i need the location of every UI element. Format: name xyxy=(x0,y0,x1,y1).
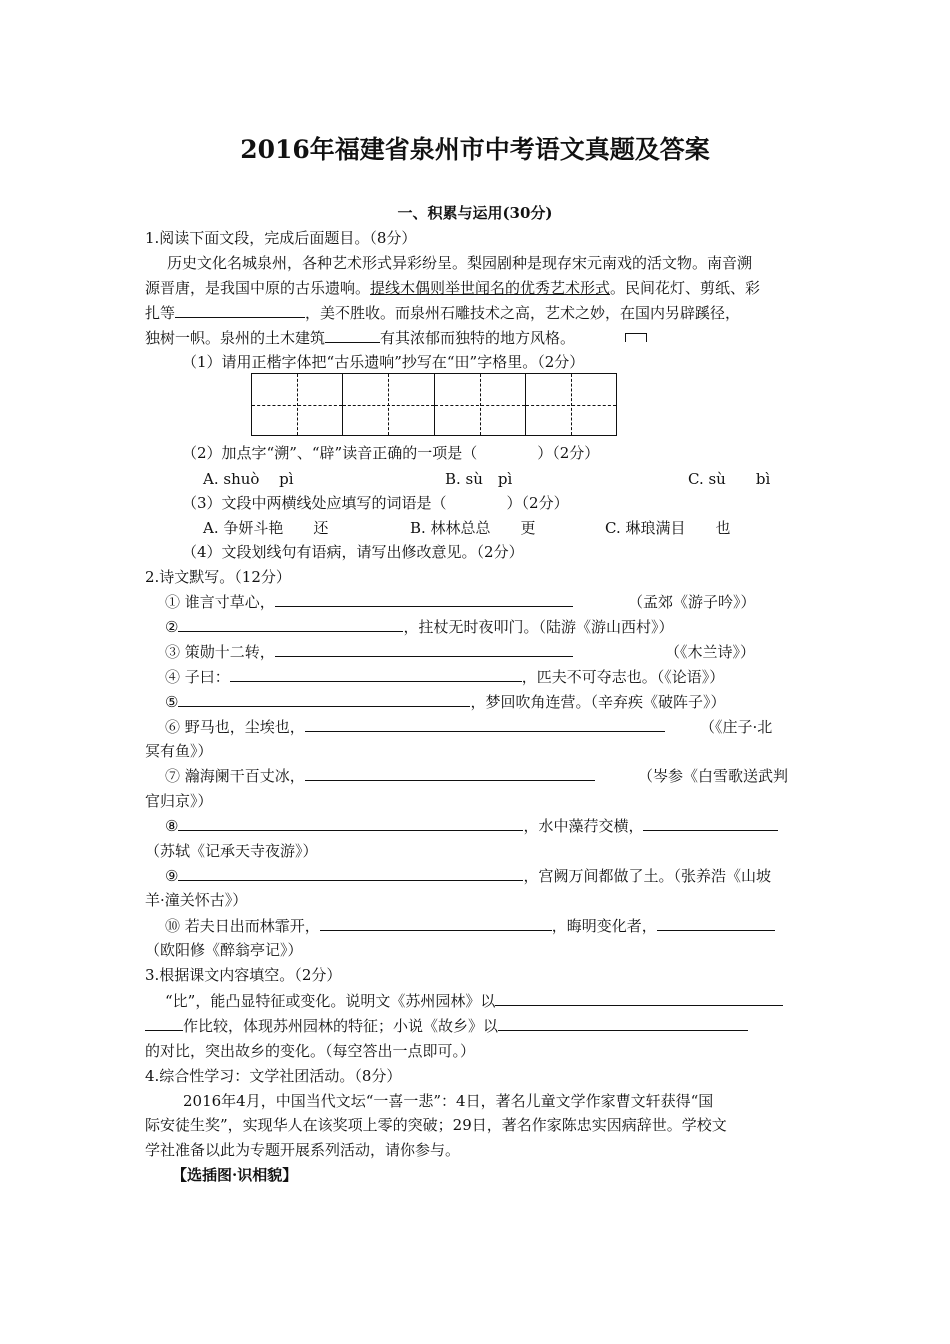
q3-line: “比”，能凸显特征或变化。说明文《苏州园林》以 xyxy=(165,991,783,1011)
tian-zi-grid[interactable] xyxy=(251,373,617,436)
recitation-line-7: ⑦ 瀚海阑干百丈冰， xyxy=(165,766,595,786)
answer-blank[interactable] xyxy=(643,816,778,831)
answer-blank[interactable] xyxy=(275,592,573,607)
answer-blank[interactable] xyxy=(230,667,522,682)
q3-heading: 3.根据课文内容填空。（2分） xyxy=(145,966,342,984)
q4-paragraph-line: 2016年4月，中国当代文坛“一喜一悲”：4日，著名儿童文学作家曹文轩获得“国 xyxy=(183,1092,714,1110)
q4-subsection: 【选插图·识相貌】 xyxy=(172,1166,298,1184)
recitation-line-5: ⑤ ，梦回吹角连营。（辛弃疾《破阵子》） xyxy=(165,693,726,711)
recitation-source-cont: （苏轼《记承天寺夜游》） xyxy=(145,842,318,860)
answer-blank[interactable] xyxy=(178,866,523,881)
q3-line: 作比较，体现苏州园林的特征；小说《故乡》以 xyxy=(145,1016,748,1036)
recitation-line-10: ⑩ 若夫日出而林霏开， ，晦明变化者， xyxy=(165,916,775,936)
answer-blank[interactable] xyxy=(325,328,380,343)
recitation-source-cont: （欧阳修《醉翁亭记》） xyxy=(145,941,303,959)
recitation-line-2: ② ，拄杖无时夜叩门。（陆游《游山西村》） xyxy=(165,618,674,636)
answer-blank[interactable] xyxy=(145,1016,183,1031)
option-a: A. shuò pì xyxy=(203,470,294,488)
answer-blank[interactable] xyxy=(320,916,552,931)
q1-paragraph-line: 历史文化名城泉州，各种艺术形式异彩纷呈。梨园剧种是现存宋元南戏的活文物。南音溯 xyxy=(167,254,753,272)
q1-subquestion-4: （4）文段划线句有语病，请写出修改意见。（2分） xyxy=(182,543,524,561)
q4-paragraph-line: 学社准备以此为专题开展系列活动，请你参与。 xyxy=(145,1141,461,1159)
underlined-sentence: 提线木偶则举世闻名的优秀艺术形式 xyxy=(370,279,611,297)
q1-subquestion-2: （2）加点字“溯”、“辟”读音正确的一项是（ ）（2分） xyxy=(182,444,600,462)
recitation-source: （岑参《白雪歌送武判 xyxy=(638,767,789,785)
recitation-source: （《木兰诗》） xyxy=(665,643,756,661)
answer-blank[interactable] xyxy=(305,717,665,732)
recitation-line-8: ⑧ ，水中藻荇交横， xyxy=(165,816,778,836)
option-c: C. 琳琅满目 也 xyxy=(605,519,731,537)
answer-blank[interactable] xyxy=(175,303,305,318)
recitation-line-9: ⑨ ，宫阙万间都做了土。（张养浩《山坡 xyxy=(165,867,771,885)
answer-blank[interactable] xyxy=(495,991,783,1006)
answer-blank[interactable] xyxy=(178,617,403,632)
recitation-source: （《庄子·北 xyxy=(700,718,773,736)
answer-blank[interactable] xyxy=(657,916,775,931)
recitation-source-cont: 官归京》） xyxy=(145,792,213,810)
recitation-line-3: ③ 策勋十二转， xyxy=(165,642,573,662)
option-b: B. sù pì xyxy=(445,470,513,488)
q1-paragraph-line: 独树一帜。泉州的土木建筑 有其浓郁而独特的地方风格。 xyxy=(145,329,576,347)
recitation-line-1: ① 谁言寸草心， xyxy=(165,592,573,612)
option-c: C. sù bì xyxy=(688,470,771,488)
recitation-line-6: ⑥ 野马也，尘埃也， xyxy=(165,717,665,737)
option-b: B. 林林总总 更 xyxy=(410,519,536,537)
section-heading: 一、积累与运用(30分) xyxy=(397,204,553,222)
recitation-source-cont: 羊·潼关怀古》） xyxy=(145,891,248,909)
answer-blank[interactable] xyxy=(178,816,523,831)
q1-paragraph-line: 扎等 ，美不胜收。而泉州石雕技术之高，艺术之妙，在国内另辟蹊径， xyxy=(145,304,741,322)
margin-mark xyxy=(625,333,647,342)
recitation-source-cont: 冥有鱼》） xyxy=(145,742,213,760)
recitation-source: （孟郊《游子吟》） xyxy=(628,593,756,611)
q4-paragraph-line: 际安徒生奖”，实现华人在该奖项上零的突破；29日，著名作家陈忠实因病辞世。学校文 xyxy=(145,1116,727,1134)
q4-heading: 4.综合性学习：文学社团活动。（8分） xyxy=(145,1067,402,1085)
q2-heading: 2.诗文默写。（12分） xyxy=(145,568,291,586)
page-title: 2016年福建省泉州市中考语文真题及答案 xyxy=(240,135,710,164)
grid-cell[interactable] xyxy=(343,374,434,435)
q3-line: 的对比，突出故乡的变化。（每空答出一点即可。） xyxy=(145,1042,476,1060)
answer-blank[interactable] xyxy=(305,766,595,781)
q1-paragraph-line: 源晋唐，是我国中原的古乐遗响。提线木偶则举世闻名的优秀艺术形式。民间花灯、剪纸、彩 xyxy=(145,279,761,297)
answer-blank[interactable] xyxy=(498,1016,748,1031)
grid-cell[interactable] xyxy=(252,374,343,435)
grid-cell[interactable] xyxy=(435,374,526,435)
q1-subquestion-3: （3）文段中两横线处应填写的词语是（ ）（2分） xyxy=(182,494,569,512)
q1-heading: 1.阅读下面文段，完成后面题目。（8分） xyxy=(145,229,417,247)
answer-blank[interactable] xyxy=(178,692,470,707)
option-a: A. 争妍斗艳 还 xyxy=(203,519,329,537)
q1-subquestion-1: （1）请用正楷字体把“古乐遗响”抄写在“田”字格里。（2分） xyxy=(182,353,585,371)
recitation-line-4: ④ 子曰： ，匹夫不可夺志也。（《论语》） xyxy=(165,668,725,686)
answer-blank[interactable] xyxy=(275,642,573,657)
grid-cell[interactable] xyxy=(526,374,616,435)
